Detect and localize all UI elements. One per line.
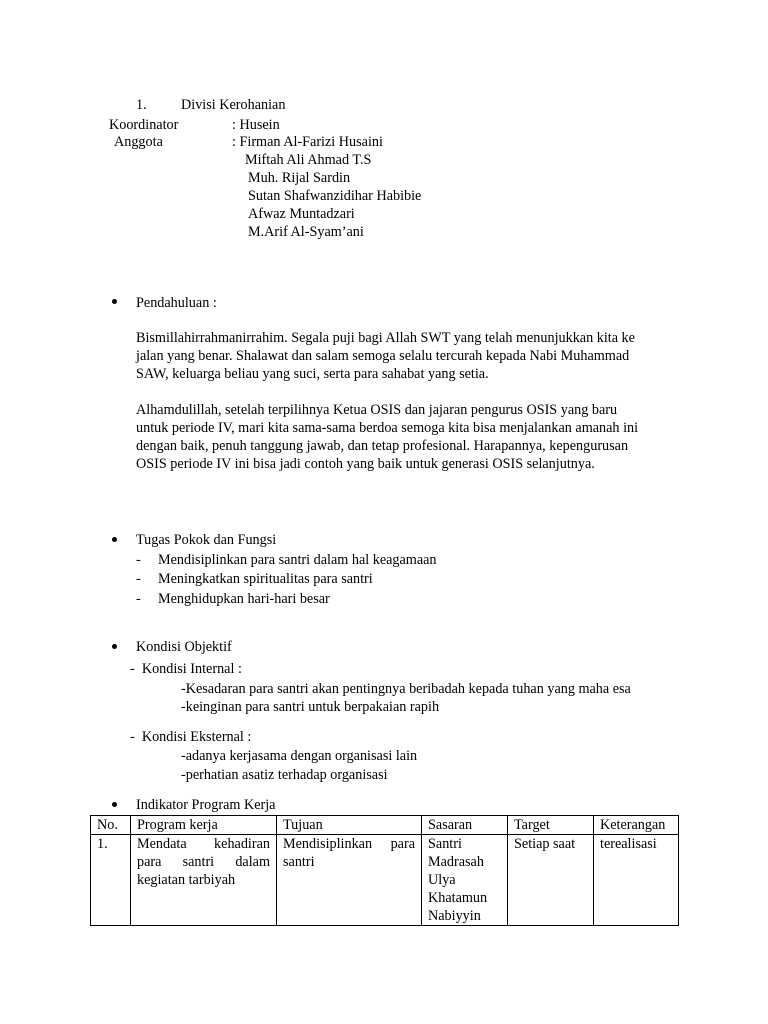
paragraph-line: Bismillahirrahmanirrahim. Segala puji bagi Allah SWT yang telah menunjukkan kita ke (136, 330, 635, 346)
member-item: Sutan Shafwanzidihar Habibie (248, 188, 422, 204)
paragraph-line: jalan yang benar. Shalawat dan salam semoga selalu tercurah kepada Nabi Muhammad (136, 348, 630, 364)
column-header: Sasaran (422, 816, 508, 835)
kondisi-eksternal-label: - Kondisi Eksternal : (130, 729, 252, 745)
member-item: : Firman Al-Farizi Husaini (232, 134, 383, 150)
column-header: Target (508, 816, 594, 835)
bullet-icon (112, 644, 117, 649)
paragraph-line: dengan baik, penuh tanggung jawab, dan tetap profesional. Harapannya, kepengurusan (136, 438, 629, 454)
tugas-item: Menghidupkan hari-hari besar (158, 591, 330, 607)
column-header: No. (91, 816, 131, 835)
pendahuluan-paragraph-1 (136, 329, 670, 383)
member-item: Muh. Rijal Sardin (248, 170, 351, 186)
bullet-icon (112, 299, 117, 304)
dash-marker: - (136, 571, 141, 587)
division-number: 1. (136, 97, 147, 113)
cell-no: 1. (91, 835, 131, 926)
cell-keterangan: terealisasi (594, 835, 679, 926)
cell-sasaran: Santri Madrasah Ulya Khatamun Nabiyyin (422, 835, 508, 926)
cell-target: Setiap saat (508, 835, 594, 926)
dash-marker: - (136, 552, 141, 568)
bullet-icon (112, 802, 117, 807)
kondisi-internal-item: -keinginan para santri untuk berpakaian rapih (181, 699, 440, 715)
paragraph-line: SAW, keluarga beliau yang suci, serta para sahabat yang setia. (136, 366, 489, 382)
kondisi-heading: Kondisi Objektif (136, 639, 232, 655)
kondisi-eksternal-item: -perhatian asatiz terhadap organisasi (181, 767, 388, 783)
cell-program: Mendata kehadiran para santri dalam kegiatan tarbiyah (131, 835, 277, 926)
coordinator-label: Koordinator (109, 117, 179, 133)
cell-tujuan: Mendisiplinkan para santri (277, 835, 422, 926)
table-row (91, 835, 679, 926)
dash-marker: - (136, 591, 141, 607)
column-header: Program kerja (131, 816, 277, 835)
paragraph-line: Alhamdulillah, setelah terpilihnya Ketua OSIS dan jajaran pengurus OSIS yang baru (136, 402, 618, 418)
member-item: Afwaz Muntadzari (248, 206, 355, 222)
member-item: M.Arif Al-Syam’ani (248, 224, 364, 240)
table-header-row (91, 816, 679, 835)
coordinator-value: : Husein (232, 117, 280, 133)
column-header: Keterangan (594, 816, 679, 835)
tugas-item: Mendisiplinkan para santri dalam hal keagamaan (158, 552, 437, 568)
tugas-heading: Tugas Pokok dan Fungsi (136, 532, 277, 548)
paragraph-line: OSIS periode IV ini bisa jadi contoh yang baik untuk generasi OSIS selanjutnya. (136, 456, 595, 472)
kondisi-internal-label: - Kondisi Internal : (130, 661, 242, 677)
column-header: Tujuan (277, 816, 422, 835)
pendahuluan-paragraph-2 (136, 401, 670, 473)
indikator-table (90, 815, 679, 926)
tugas-item: Meningkatkan spiritualitas para santri (158, 571, 373, 587)
kondisi-eksternal-item: -adanya kerjasama dengan organisasi lain (181, 748, 418, 764)
member-item: Miftah Ali Ahmad T.S (245, 152, 372, 168)
indikator-heading: Indikator Program Kerja (136, 797, 276, 813)
bullet-icon (112, 537, 117, 542)
kondisi-internal-item: -Kesadaran para santri akan pentingnya beribadah kepada tuhan yang maha esa (181, 681, 631, 697)
division-title: Divisi Kerohanian (181, 97, 286, 113)
paragraph-line: untuk periode IV, mari kita sama-sama berdoa semoga kita bisa menjalankan amanah ini (136, 420, 639, 436)
pendahuluan-heading: Pendahuluan : (136, 295, 217, 311)
members-label: Anggota (114, 134, 163, 150)
